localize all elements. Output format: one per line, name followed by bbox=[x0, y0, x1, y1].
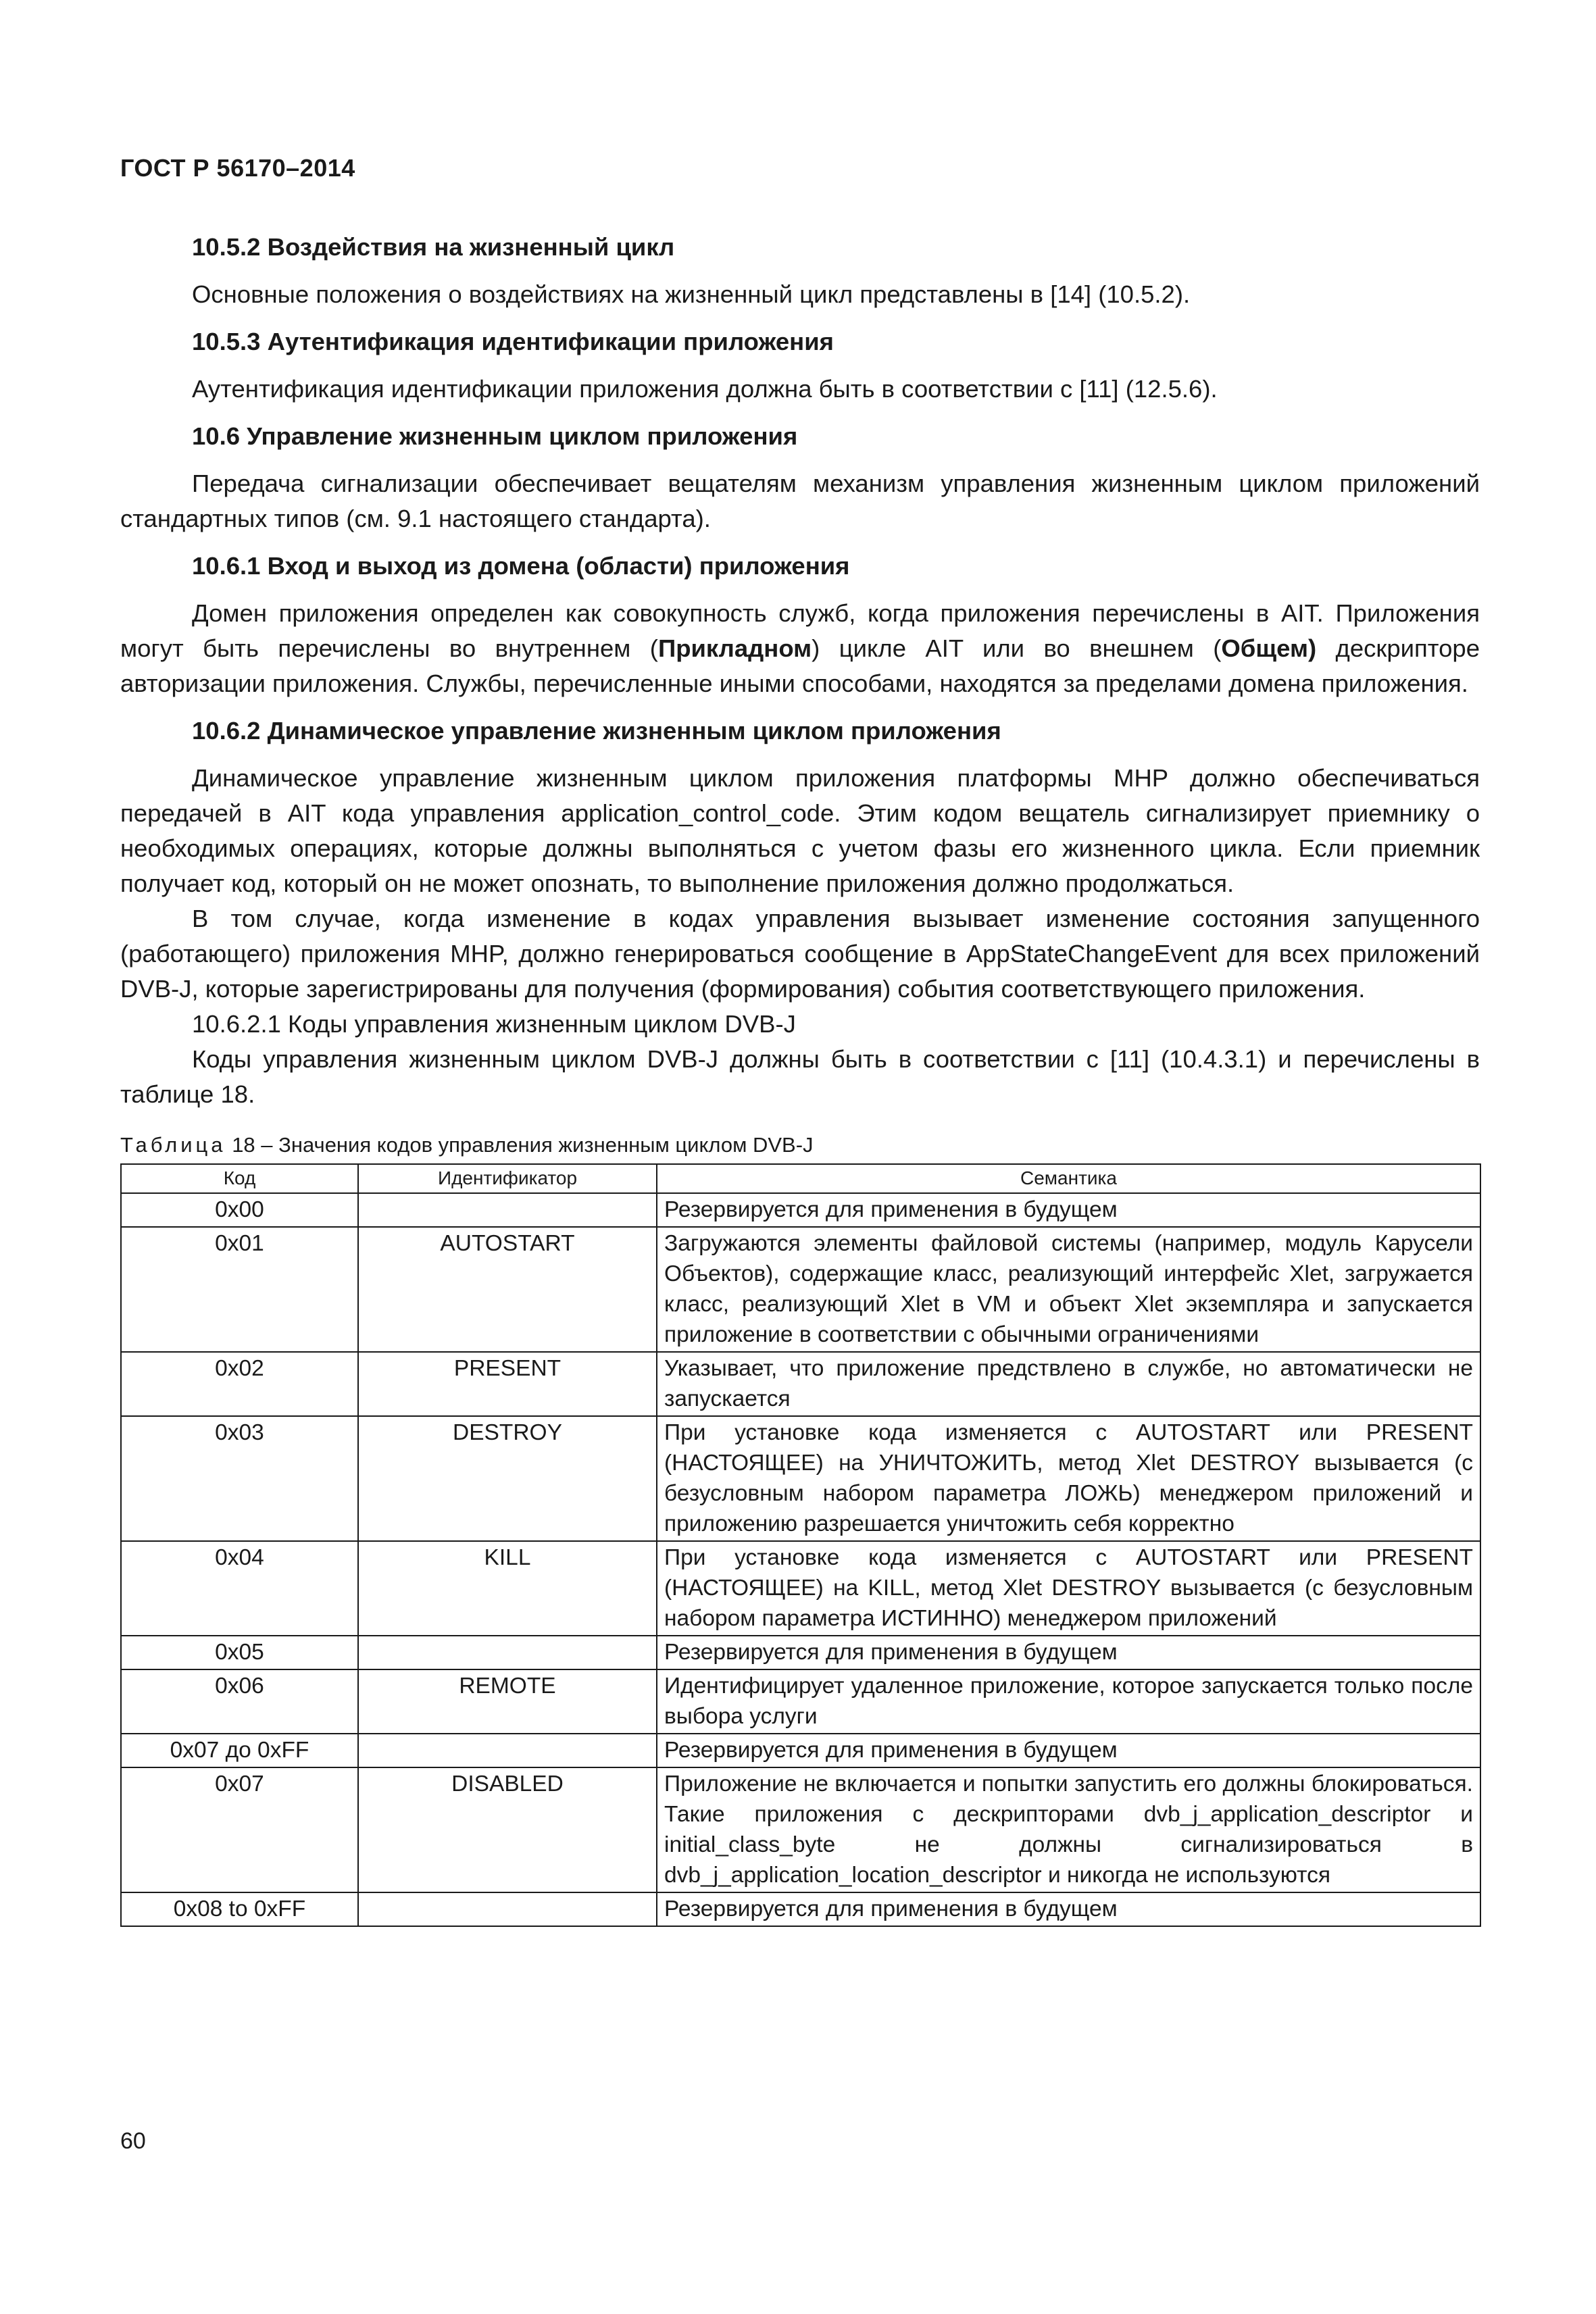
cell-semantics: При установке кода изменяется с AUTOSTART или PRESENT (НАСТОЯЩЕЕ) на KILL, метод Xlet DESTROY вызывается (с безусловным набором параметра ИСТИННО) менеджером приложений bbox=[657, 1541, 1480, 1636]
cell-semantics: Приложение не включается и попытки запустить его должны блокироваться. Такие приложения с дескрипторами dvb_j_application_descriptor и initial_class_byte не должны сигнализироваться в dvb_j_application_location_descriptor и никогда не используются bbox=[657, 1767, 1480, 1892]
cell-code: 0x07 bbox=[121, 1767, 358, 1892]
cell-semantics: При установке кода изменяется с AUTOSTART или PRESENT (НАСТОЯЩЕЕ) на УНИЧТОЖИТЬ, метод Xlet DESTROY вызывается (с безусловным набором параметра ЛОЖЬ) менеджером приложений и приложению разрешается уничтожить себя корректно bbox=[657, 1416, 1480, 1541]
cell-identifier: REMOTE bbox=[358, 1669, 657, 1734]
heading-10-6-2: 10.6.2 Динамическое управление жизненным циклом приложения bbox=[192, 717, 1001, 745]
table-row bbox=[121, 1352, 1480, 1416]
lifecycle-codes-table bbox=[120, 1163, 1481, 1927]
table-row bbox=[121, 1669, 1480, 1734]
column-header-semantics: Семантика bbox=[657, 1164, 1480, 1193]
cell-semantics: Указывает, что приложение предствлено в службе, но автоматически не запускается bbox=[657, 1352, 1480, 1416]
page-number: 60 bbox=[120, 2128, 146, 2154]
cell-identifier bbox=[358, 1892, 657, 1926]
paragraph-10-5-2: Основные положения о воздействиях на жизненный цикл представлены в [14] (10.5.2). bbox=[192, 280, 1191, 308]
page-content bbox=[120, 230, 1480, 1927]
cell-code: 0x06 bbox=[121, 1669, 358, 1734]
table-caption-label: Таблица bbox=[120, 1133, 226, 1157]
cell-code: 0x02 bbox=[121, 1352, 358, 1416]
paragraph-10-6-1-part-b: ) цикле AIT или во внешнем ( bbox=[812, 634, 1222, 662]
cell-semantics: Загружаются элементы файловой системы (например, модуль Карусели Объектов), содержащие класс, реализующий интерфейс Xlet, загружается класс, реализующий Xlet в VM и объект Xlet экземпляра и запускается приложение в соответствии с обычными ограничениями bbox=[657, 1227, 1480, 1352]
document-id: ГОСТ Р 56170–2014 bbox=[120, 154, 355, 182]
paragraph-10-6-2-2: В том случае, когда изменение в кодах управления вызывает изменение состояния запущенного (работающего) приложения MHP, должно генерироваться сообщение в AppStateChangeEvent для всех приложений DVB-J, которые зарегистрированы для получения (формирования) события соответствующего приложения. bbox=[120, 905, 1480, 1003]
cell-semantics: Резервируется для применения в будущем bbox=[657, 1892, 1480, 1926]
cell-identifier bbox=[358, 1636, 657, 1669]
heading-10-5-2: 10.5.2 Воздействия на жизненный цикл bbox=[192, 233, 675, 261]
cell-identifier: DESTROY bbox=[358, 1416, 657, 1541]
cell-code: 0x04 bbox=[121, 1541, 358, 1636]
paragraph-10-5-3: Аутентификация идентификации приложения должна быть в соответствии с [11] (12.5.6). bbox=[192, 375, 1218, 403]
cell-semantics: Резервируется для применения в будущем bbox=[657, 1734, 1480, 1767]
paragraph-10-6-2-4: Коды управления жизненным циклом DVB-J должны быть в соответствии с [11] (10.4.3.1) и перечислены в таблице 18. bbox=[120, 1045, 1480, 1108]
cell-code: 0x03 bbox=[121, 1416, 358, 1541]
table-row bbox=[121, 1892, 1480, 1926]
term-common: Общем) bbox=[1221, 634, 1317, 662]
cell-identifier bbox=[358, 1734, 657, 1767]
heading-10-6-1: 10.6.1 Вход и выход из домена (области) приложения bbox=[192, 552, 850, 580]
cell-code: 0x07 до 0xFF bbox=[121, 1734, 358, 1767]
table-caption bbox=[120, 1131, 1480, 1159]
cell-identifier: DISABLED bbox=[358, 1767, 657, 1892]
heading-10-5-3: 10.5.3 Аутентификация идентификации приложения bbox=[192, 328, 834, 355]
term-applied: Прикладном bbox=[657, 634, 812, 662]
cell-semantics: Резервируется для применения в будущем bbox=[657, 1193, 1480, 1227]
paragraph-10-6-1-part-a: Домен приложения определен как совокупность служб, когда приложения перечислены в AIT. Приложения могут быть перечислены во внутреннем ( bbox=[120, 599, 1480, 662]
table-row bbox=[121, 1734, 1480, 1767]
table-row bbox=[121, 1416, 1480, 1541]
cell-code: 0x05 bbox=[121, 1636, 358, 1669]
cell-code: 0x08 to 0xFF bbox=[121, 1892, 358, 1926]
cell-code: 0x01 bbox=[121, 1227, 358, 1352]
paragraph-10-6-1-part-c: дескрипторе авторизации приложения. Службы, перечисленные иными способами, находятся за пределами домена приложения. bbox=[120, 634, 1480, 697]
paragraph-10-6-2-1: Динамическое управление жизненным циклом приложения платформы MHP должно обеспечиваться передачей в AIT кода управления application_control_code. Этим кодом вещатель сигнализирует приемнику о необходимых операциях, которые должны выполняться с учетом фазы его жизненного цикла. Если приемник получает код, который он не может опознать, то выполнение приложения должно продолжаться. bbox=[120, 764, 1480, 897]
heading-10-6: 10.6 Управление жизненным циклом приложения bbox=[192, 422, 798, 450]
table-row bbox=[121, 1227, 1480, 1352]
table-row bbox=[121, 1541, 1480, 1636]
cell-identifier bbox=[358, 1193, 657, 1227]
paragraph-10-6: Передача сигнализации обеспечивает вещателям механизм управления жизненным циклом приложений стандартных типов (см. 9.1 настоящего стандарта). bbox=[120, 470, 1480, 532]
column-header-identifier: Идентификатор bbox=[358, 1164, 657, 1193]
cell-identifier: KILL bbox=[358, 1541, 657, 1636]
cell-semantics: Резервируется для применения в будущем bbox=[657, 1636, 1480, 1669]
cell-code: 0x00 bbox=[121, 1193, 358, 1227]
cell-identifier: PRESENT bbox=[358, 1352, 657, 1416]
table-row bbox=[121, 1767, 1480, 1892]
table-row bbox=[121, 1636, 1480, 1669]
paragraph-10-6-1 bbox=[120, 596, 1480, 701]
column-header-code: Код bbox=[121, 1164, 358, 1193]
cell-semantics: Идентифицирует удаленное приложение, которое запускается только после выбора услуги bbox=[657, 1669, 1480, 1734]
table-caption-text: – Значения кодов управления жизненным циклом DVB-J bbox=[255, 1133, 814, 1157]
table-row bbox=[121, 1193, 1480, 1227]
cell-identifier: AUTOSTART bbox=[358, 1227, 657, 1352]
subclause-10-6-2-1: 10.6.2.1 Коды управления жизненным циклом DVB-J bbox=[192, 1010, 796, 1038]
table-header-row bbox=[121, 1164, 1480, 1193]
table-caption-number: 18 bbox=[232, 1133, 255, 1157]
